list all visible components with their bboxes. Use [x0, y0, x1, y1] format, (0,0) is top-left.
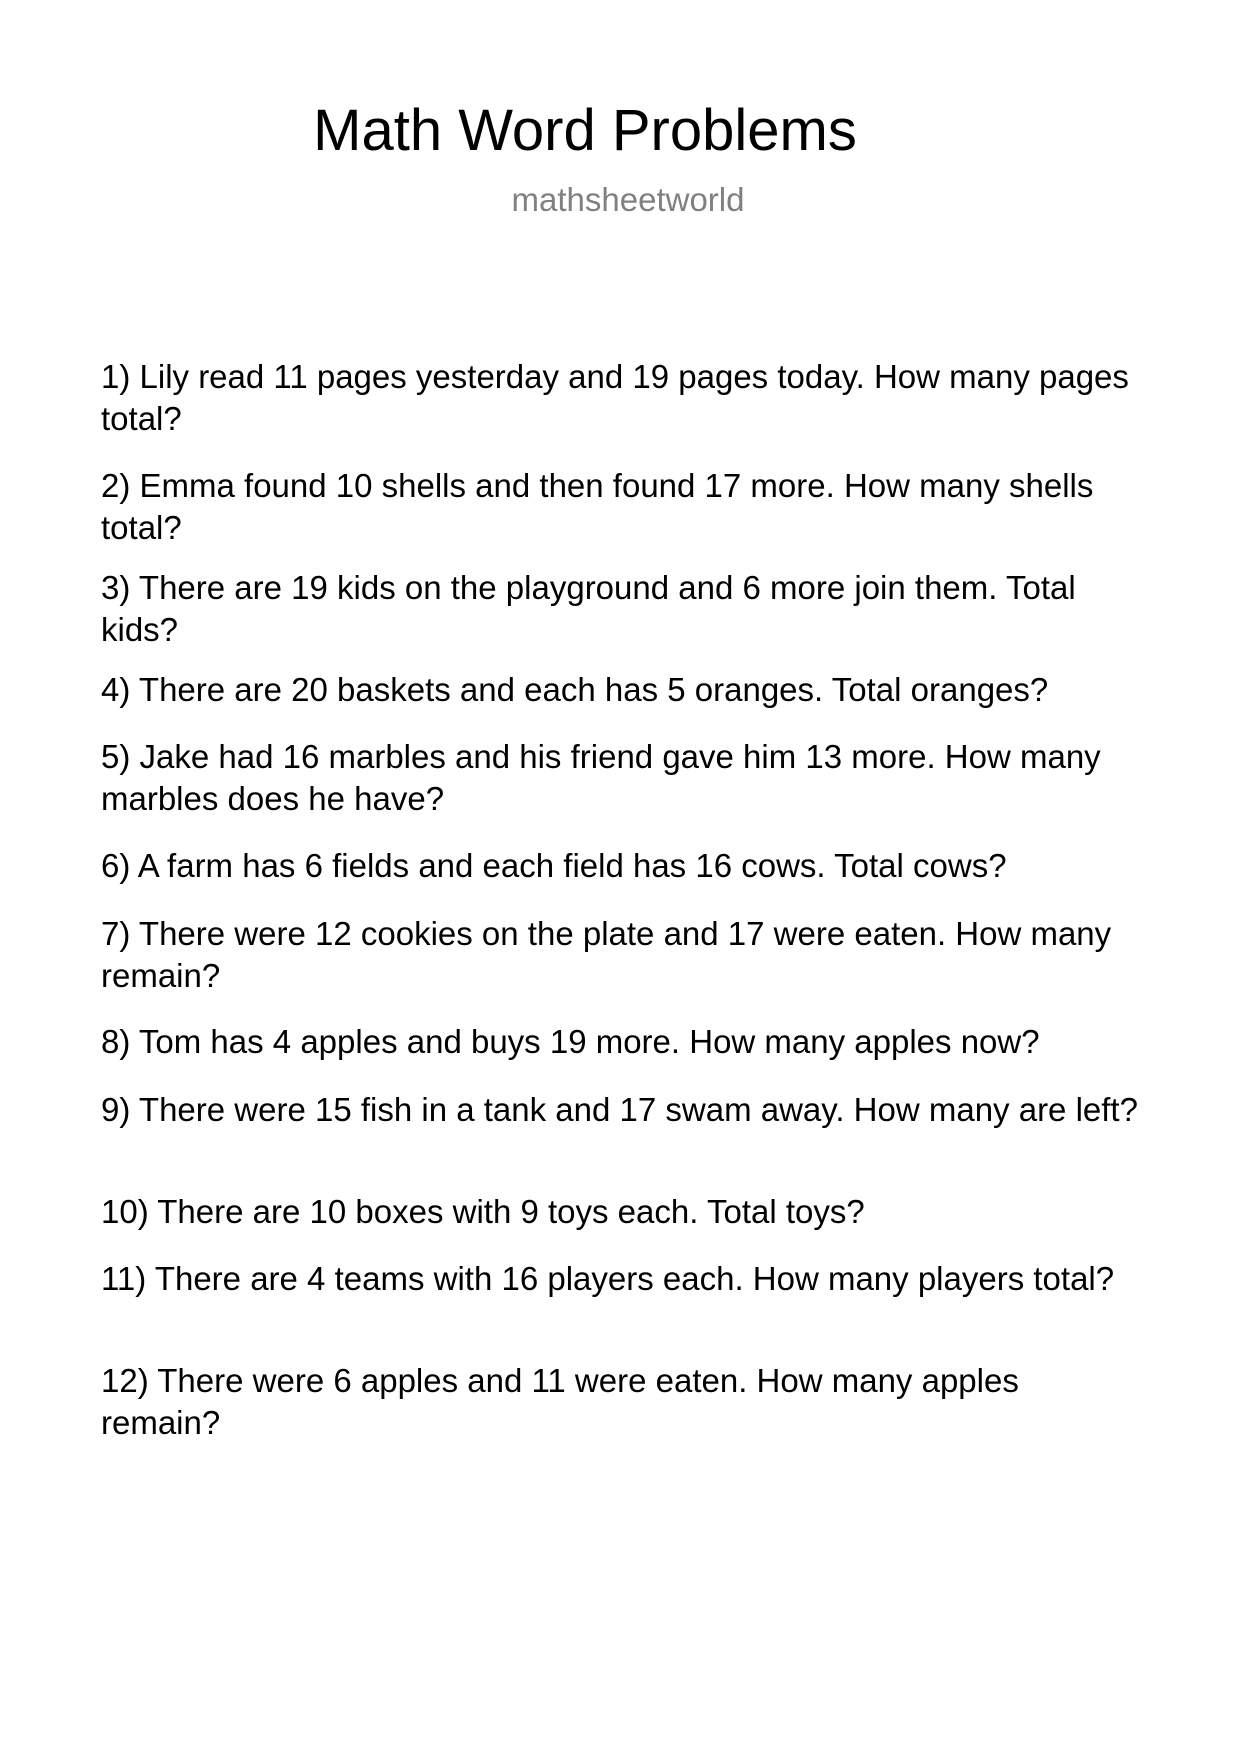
problem-item-7: 7) There were 12 cookies on the plate and 17 were eaten. How many remain? — [101, 915, 1112, 994]
page-subtitle: mathsheetworld — [511, 181, 745, 218]
problem-item-5: 5) Jake had 16 marbles and his friend gave him 13 more. How many marbles does he have? — [101, 738, 1101, 817]
problem-item-4: 4) There are 20 baskets and each has 5 oranges. Total oranges? — [101, 671, 1049, 708]
problem-item-1: 1) Lily read 11 pages yesterday and 19 pages today. How many pages total? — [101, 358, 1129, 437]
page-title: Math Word Problems — [313, 98, 857, 163]
problem-item-2: 2) Emma found 10 shells and then found 17 more. How many shells total? — [101, 467, 1094, 546]
problem-item-6: 6) A farm has 6 fields and each field has 16 cows. Total cows? — [101, 847, 1007, 884]
problem-item-9: 9) There were 15 fish in a tank and 17 swam away. How many are left? — [101, 1091, 1138, 1128]
problem-item-11: 11) There are 4 teams with 16 players each. How many players total? — [101, 1260, 1115, 1297]
problem-item-8: 8) Tom has 4 apples and buys 19 more. How many apples now? — [101, 1023, 1040, 1060]
problem-item-3: 3) There are 19 kids on the playground and 6 more join them. Total kids? — [101, 569, 1076, 648]
problem-item-10: 10) There are 10 boxes with 9 toys each. Total toys? — [101, 1193, 865, 1230]
problem-item-12: 12) There were 6 apples and 11 were eaten. How many apples remain? — [101, 1362, 1019, 1441]
